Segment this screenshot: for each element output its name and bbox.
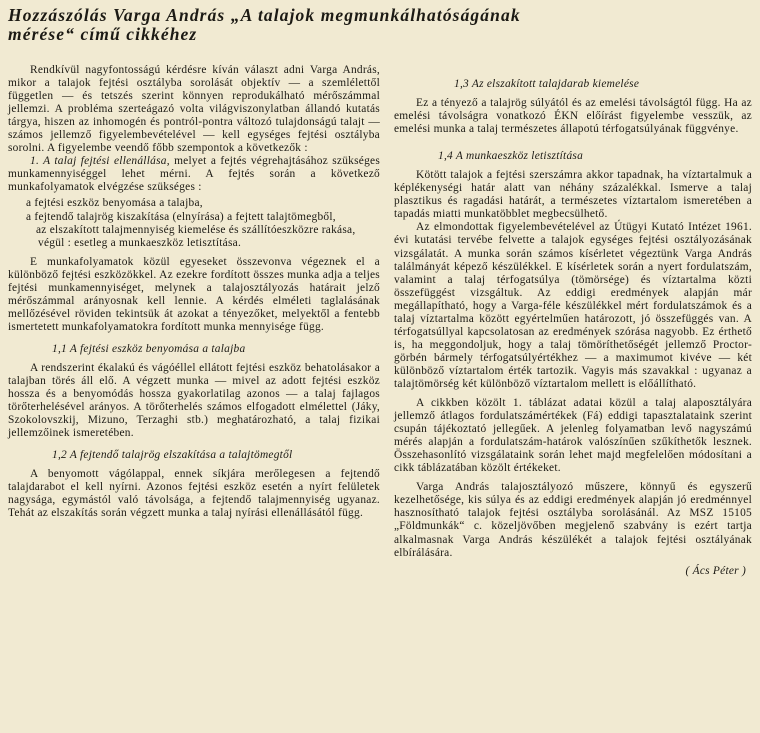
list-item: a fejtendő talajrög kiszakítása (elnyírása) a fejtett talajtömegből, (26, 210, 336, 223)
point-1-paragraph (8, 155, 380, 194)
left-column (8, 64, 380, 521)
author-signature: ( Ács Péter ) (685, 564, 746, 577)
section-heading: 1,2 A fejtendő talajrög elszakítása a talajtömegtől (52, 449, 293, 462)
point-1-label: 1. A talaj fejtési ellenállása, (30, 155, 170, 168)
right-column (394, 78, 752, 578)
paragraph: Kötött talajok a fejtési szerszámra akkor tapadnak, ha víztartalmuk a képlékenységi határ alatt van néhány százalékkal. Ismerve a talaj plasztikus és ragadási határát, a természetes víztartalom ismeretében a tapadás miatti munkatöbblet megbecsülhető. (394, 169, 752, 221)
title-line-2: mérése“ című cikkéhez (8, 24, 198, 44)
list-item: végül : esetleg a munkaeszköz letisztítása. (38, 236, 242, 249)
paragraph: Varga András talajosztályozó műszere, könnyű és egyszerű kezelhetősége, kis súlya és az eddigi eredmények alapján jó eredménnyel hasznosítható talajok fejtési osztályba sorolásánál. Az MSZ 15105 „Földmunkák“ c. közeljövőben megjelenő szabvány is ezért tartja alkalmasnak Varga András készülékét a talajok fejtési osztályának elbírálására. (394, 481, 752, 559)
section-heading: 1,4 A munkaeszköz letisztítása (438, 150, 584, 163)
article-title (8, 6, 748, 44)
title-line-1: Hozzászólás Varga András „A talajok megmunkálhatóságának (8, 5, 521, 25)
list-item: az elszakított talajmennyiség kiemelése és szállítóeszközre rakása, (36, 223, 356, 236)
list-item: a fejtési eszköz benyomása a talajba, (26, 197, 203, 210)
paragraph: Ez a tényező a talajrög súlyától és az emelési távolságtól függ. Ha az emelési távolságra vonatkozó ÉKN előírást figyelembe vesszük, az emelési munka a talaj természetes állapotú térfogatsúlyának függvénye. (394, 97, 752, 136)
paragraph: A rendszerint ékalakú és vágóéllel ellátott fejtési eszköz behatolásakor a talajban törés áll elő. A végzett munka — mivel az adott fejtési eszköz hossza és a benyomódás hossza gyakorlatilag azonos — a talaj fajlagos törőterhelésével arányos. A törőterhelés számos elfogadott elmélettel (Jáky, Szokolovszkij, Mizuno, Terzaghi stb.) meghatározható, a talaj fizikai jellemzőinek ismeretében. (8, 361, 380, 440)
point-1-text: melyet a fejtés végrehajtásához szükséges munkamennyiséggel lehet mérni. A fejtés során a következő munkafolyamatok elvégzése szükséges : (8, 155, 381, 194)
intro-paragraph: Rendkívül nagyfontosságú kérdésre kíván választ adni Varga András, mikor a talajok fejtési osztályba sorolását objektív — a szemlélettől független — és tetszés szerint könnyen reprodukálható mérőszámmal jellemzi. A probléma szerteágazó volta világviszonylatban állandó kutatás tárgya, hiszen az inhomogén és pontról-pontra változó tulajdonságú talajt — számos jellemző figyelembevételével — kell egységes fejtési osztályba sorolni. A figyelembe veendő főbb szempontok a következők : (8, 64, 380, 155)
process-list (8, 197, 380, 249)
paragraph: A cikkben közölt 1. táblázat adatai közül a talaj alaposztályára jellemző átlagos fordulatszámértékek (Fá) eddigi tapasztalataink szerint csupán tájékoztató jellegűek. A jelenleg folyamatban levő nagyszámú mérés alapján a fordulatszám-határok valószínűen szűkíthetők lesznek. Összehasonlító vizsgálataink során lehet majd megfelelően módosítani a cikk táblázatában közölt értékeket. (394, 397, 752, 475)
section-heading: 1,3 Az elszakított talajdarab kiemelése (454, 78, 640, 90)
paragraph: Az elmondottak figyelembevételével az Útügyi Kutató Intézet 1961. évi kutatási tervébe felvette a talajok egységes fejtési osztályozásának vizsgálatát. A munka során számos kísérletet végeztünk Varga András találmányát képező készülékkel. E kísérletek során a nyert fordulatszám, valamint a talaj térfogatsúlya (tömörsége) és víztartalma közti összefüggést vizsgáltuk. Az eddigi eredmények alapján már megállapítható, hogy a Varga-féle készülékkel mért fordulatszámok és a talaj víztartalma között egyértelműen határozott, jó összefüggés van. A térfogatsúllyal kapcsolatosan az eredmények szórása nagyobb. Ez érthető is, ha meggondoljuk, hogy a talaj tömöríthetőségét jellemző Proctor-görbén bármely térfogatsúlyértékhez — a maximumot kivéve — két különböző víztartalom érték tartozik. Vagyis más szavakkal : ugyanaz a talajtömörség két különböző víztartalom mellett is előállítható. (394, 221, 752, 390)
paragraph: A benyomott vágólappal, ennek síkjára merőlegesen a fejtendő talajdarabot el kell nyírni. Azonos fejtési eszköz esetén a nyírt felületek nagysága, egymástól való távolsága, a fejtendő talajmennyiség ugyanaz. Tehát az elszakítás során végzett munka a talaj nyírási ellenállásától függ. (8, 468, 380, 520)
section-heading: 1,1 A fejtési eszköz benyomása a talajba (52, 342, 246, 355)
paragraph: E munkafolyamatok közül egyeseket összevonva végeznek el a különböző fejtési eszközökkel. Az ezekre fordított összes munka adja a teljes fejtési munkamennyiséget, melynek a talajosztályozás határait jelző mérőszámmal arányosnak kell lennie. A kérdés elméleti taglalásának mellőzésével röviden tekintsük át azokat a tényezőket, melyektől a fentebb ismertetett munkafolyamatokra fordított munka mennyisége függ. (8, 255, 380, 333)
